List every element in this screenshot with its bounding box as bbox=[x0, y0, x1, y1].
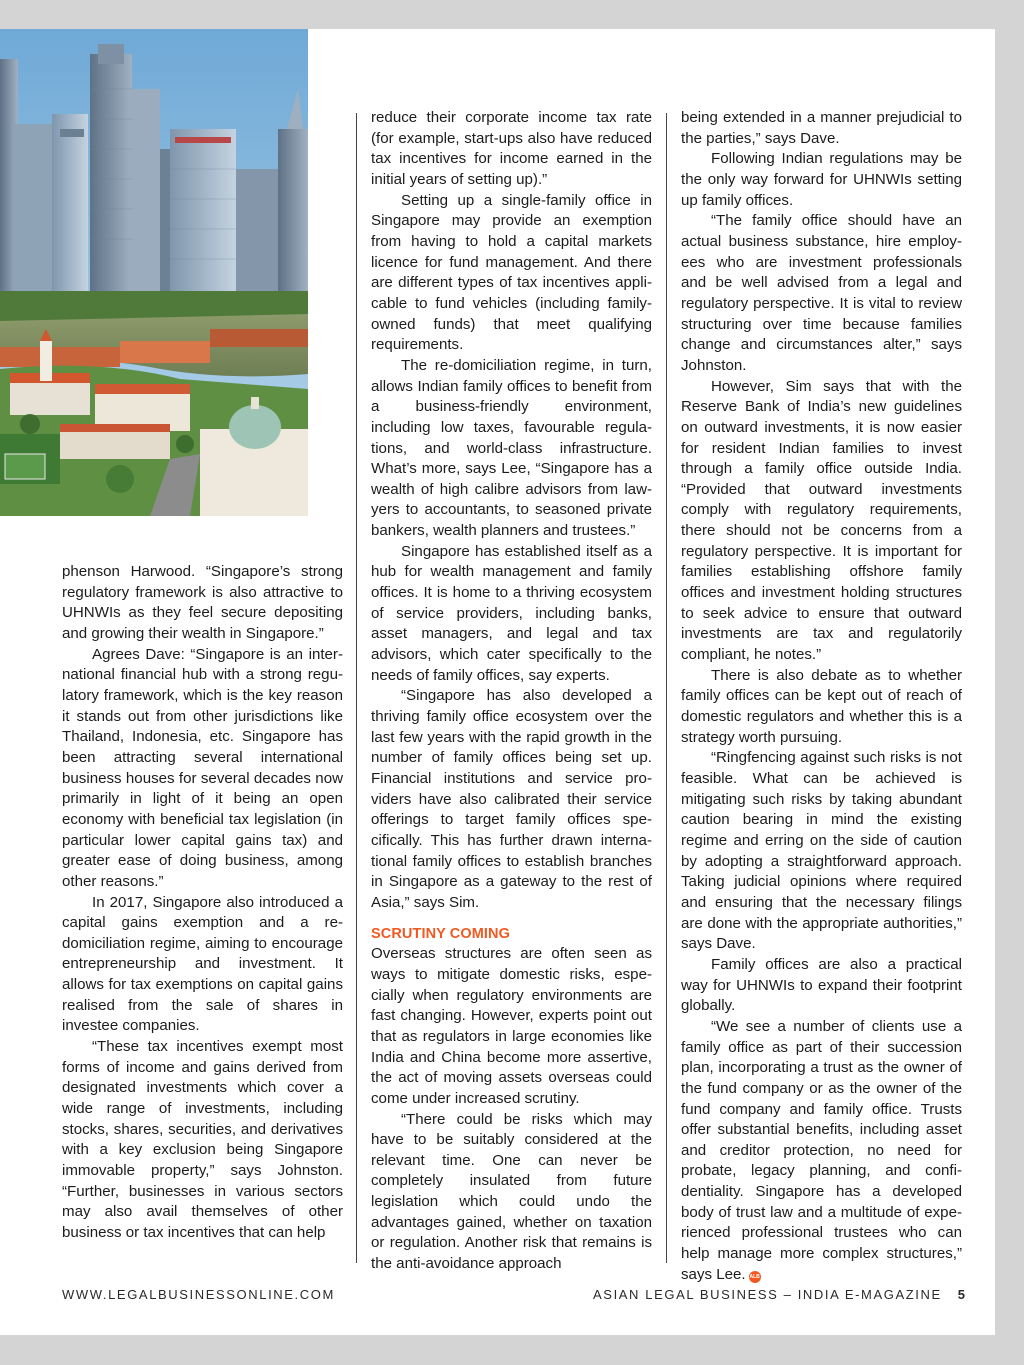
paragraph: being extended in a manner prejudicial to the parties,” says Dave. bbox=[681, 109, 962, 147]
paragraph: Overseas structures are often seen as ways to mitigate domestic risks, especially when regulatory environments are fast changing. However, experts point out that as regulators in large economies like India and China become more assertive, the act of moving assets overseas could come under increased scrutiny. bbox=[371, 945, 652, 1107]
magazine-name: ASIAN LEGAL BUSINESS – INDIA E-MAGAZINE bbox=[593, 1287, 942, 1302]
paragraph: “These tax incentives exempt most forms of income and gains derived from designated investments which cover a wide range of investments, including stocks, shares, securities, and derivatives with a key exclusion being Singapore immovable property,” says Johnston. “Further, businesses in various sectors may also avail themselves of other business or tax incentives that can help bbox=[62, 1038, 343, 1241]
paragraph: phenson Harwood. “Singapore’s strong regulatory framework is also attractive to UHNWIs as they feel secure depositing and growing their wealth in Singapore.” bbox=[62, 563, 343, 642]
page-number: 5 bbox=[957, 1287, 965, 1302]
paragraph: “There could be risks which may have to be suitably considered at the relevant time. One can never be completely insulated from future legislation which could undo the advantages gained, whether on taxation or regulation. Another risk that remains is the anti-avoidance approach bbox=[371, 1110, 652, 1273]
paragraph-text: “We see a number of clients use a family office as part of their succession plan, incorporating a trust as the owner of the fund company or as the owner of the fund company and family office. Trusts offer substantial benefits, including asset and creditor protection, no need for probate, legacy planning, and confidentiality. Singapore has a developed body of trust law and a multitude of experienced professional trustees who can help manage more complex structures,” says Lee. bbox=[681, 1017, 962, 1283]
column-divider bbox=[666, 113, 667, 1263]
end-mark-icon: ALB bbox=[749, 1271, 761, 1283]
paragraph: Setting up a single-family office in Singapore may provide an exemption from having to hold a capital markets licence for fund management. And there are different types of tax incentives applicable to fund vehicles (including family-owned funds) that meet qualifying requirements. bbox=[371, 191, 652, 354]
paragraph: Singapore has established itself as a hub for wealth management and family offices. It is home to a thriving ecosystem of service providers, including banks, asset managers, and legal and tax advisors, which cater specifically to the needs of family offices, say experts. bbox=[371, 542, 652, 684]
cityscape-illustration bbox=[0, 29, 308, 516]
paragraph: Agrees Dave: “Singapore is an international financial hub with a strong regulatory framework, which is the key reason it stands out from other jurisdictions like Thailand, Indonesia, etc. Singapore has been attracting several international business houses for several decades now primarily in light of it being an open economy with beneficial tax legislation (in particular lower capital gains tax) and greater ease of doing business, among other reasons.” bbox=[62, 645, 343, 890]
section-heading: SCRUTINY COMING bbox=[371, 925, 510, 942]
paragraph: reduce their corporate income tax rate (for example, start-ups also have reduced tax incentives for income earned in the initial years of setting up).” bbox=[371, 109, 652, 188]
last-paragraph bbox=[681, 1017, 962, 1286]
magazine-page bbox=[0, 29, 995, 1335]
paragraph: “The family office should have an actual business substance, hire employees who are investment professionals and be well advised from a legal and regulatory perspective. It is vital to review structuring over time because families change and circumstances alter,” says Johnston. bbox=[681, 212, 962, 374]
footer-website: WWW.LEGALBUSINESSONLINE.COM bbox=[62, 1287, 335, 1302]
singapore-skyline-photo bbox=[0, 29, 308, 516]
paragraph: The re-domiciliation regime, in turn, allows Indian family offices to benefit from a business-friendly environment, including low taxes, favourable regulations, and world-class infrastructure. What’s more, says Lee, “Singapore has a wealth of high calibre advisors from lawyers to accountants, to seasoned private bankers, wealth planners and trustees.” bbox=[371, 356, 652, 540]
article-column-2 bbox=[371, 108, 652, 1275]
paragraph: “Singapore has also developed a thriving family office ecosystem over the last few years with the rapid growth in the number of family offices being set up. Financial institutions and service providers have also calibrated their service offerings to target family offices specifically. This has further drawn international family offices to establish branches in Singapore as a gateway to the rest of Asia,” says Sim. bbox=[371, 687, 652, 911]
article-column-3 bbox=[681, 108, 962, 1285]
paragraph: In 2017, Singapore also introduced a capital gains exemption and a re-domiciliation regime, aiming to encourage entrepreneurship and investment. It allows for tax exemptions on capital gains realised from the sale of shares in investee companies. bbox=[62, 893, 343, 1035]
paragraph: Following Indian regulations may be the only way forward for UHNWIs setting up family offices. bbox=[681, 150, 962, 209]
paragraph: There is also debate as to whether family offices can be kept out of reach of domestic regulators and whether this is a strategy worth pursuing. bbox=[681, 666, 962, 746]
footer-publication bbox=[593, 1287, 965, 1302]
column-divider bbox=[356, 113, 357, 1263]
article-column-1 bbox=[62, 562, 343, 1244]
paragraph: However, Sim says that with the Reserve Bank of India’s new guidelines on outward investments, it is now easier for resident Indian families to invest through a family office outside India. “Provided that outward investments comply with regulatory requirements, there should not be concerns from a regulatory perspective. It is important for families establishing offshore family offices and investment holding structures to seek advice to ensure that outward investments are tax and regulatorily compliant, he notes.” bbox=[681, 377, 962, 664]
paragraph: Family offices are also a practical way for UHNWIs to expand their footprint globally. bbox=[681, 955, 962, 1015]
paragraph: “Ringfencing against such risks is not feasible. What can be achieved is mitigating such risks by taking abundant caution bearing in mind the existing regime and erring on the side of caution by adopting a straightforward approach. Taking judicial opinions where required and ensuring that the necessary filings are done with the appropriate authorities,” says Dave. bbox=[681, 749, 962, 953]
